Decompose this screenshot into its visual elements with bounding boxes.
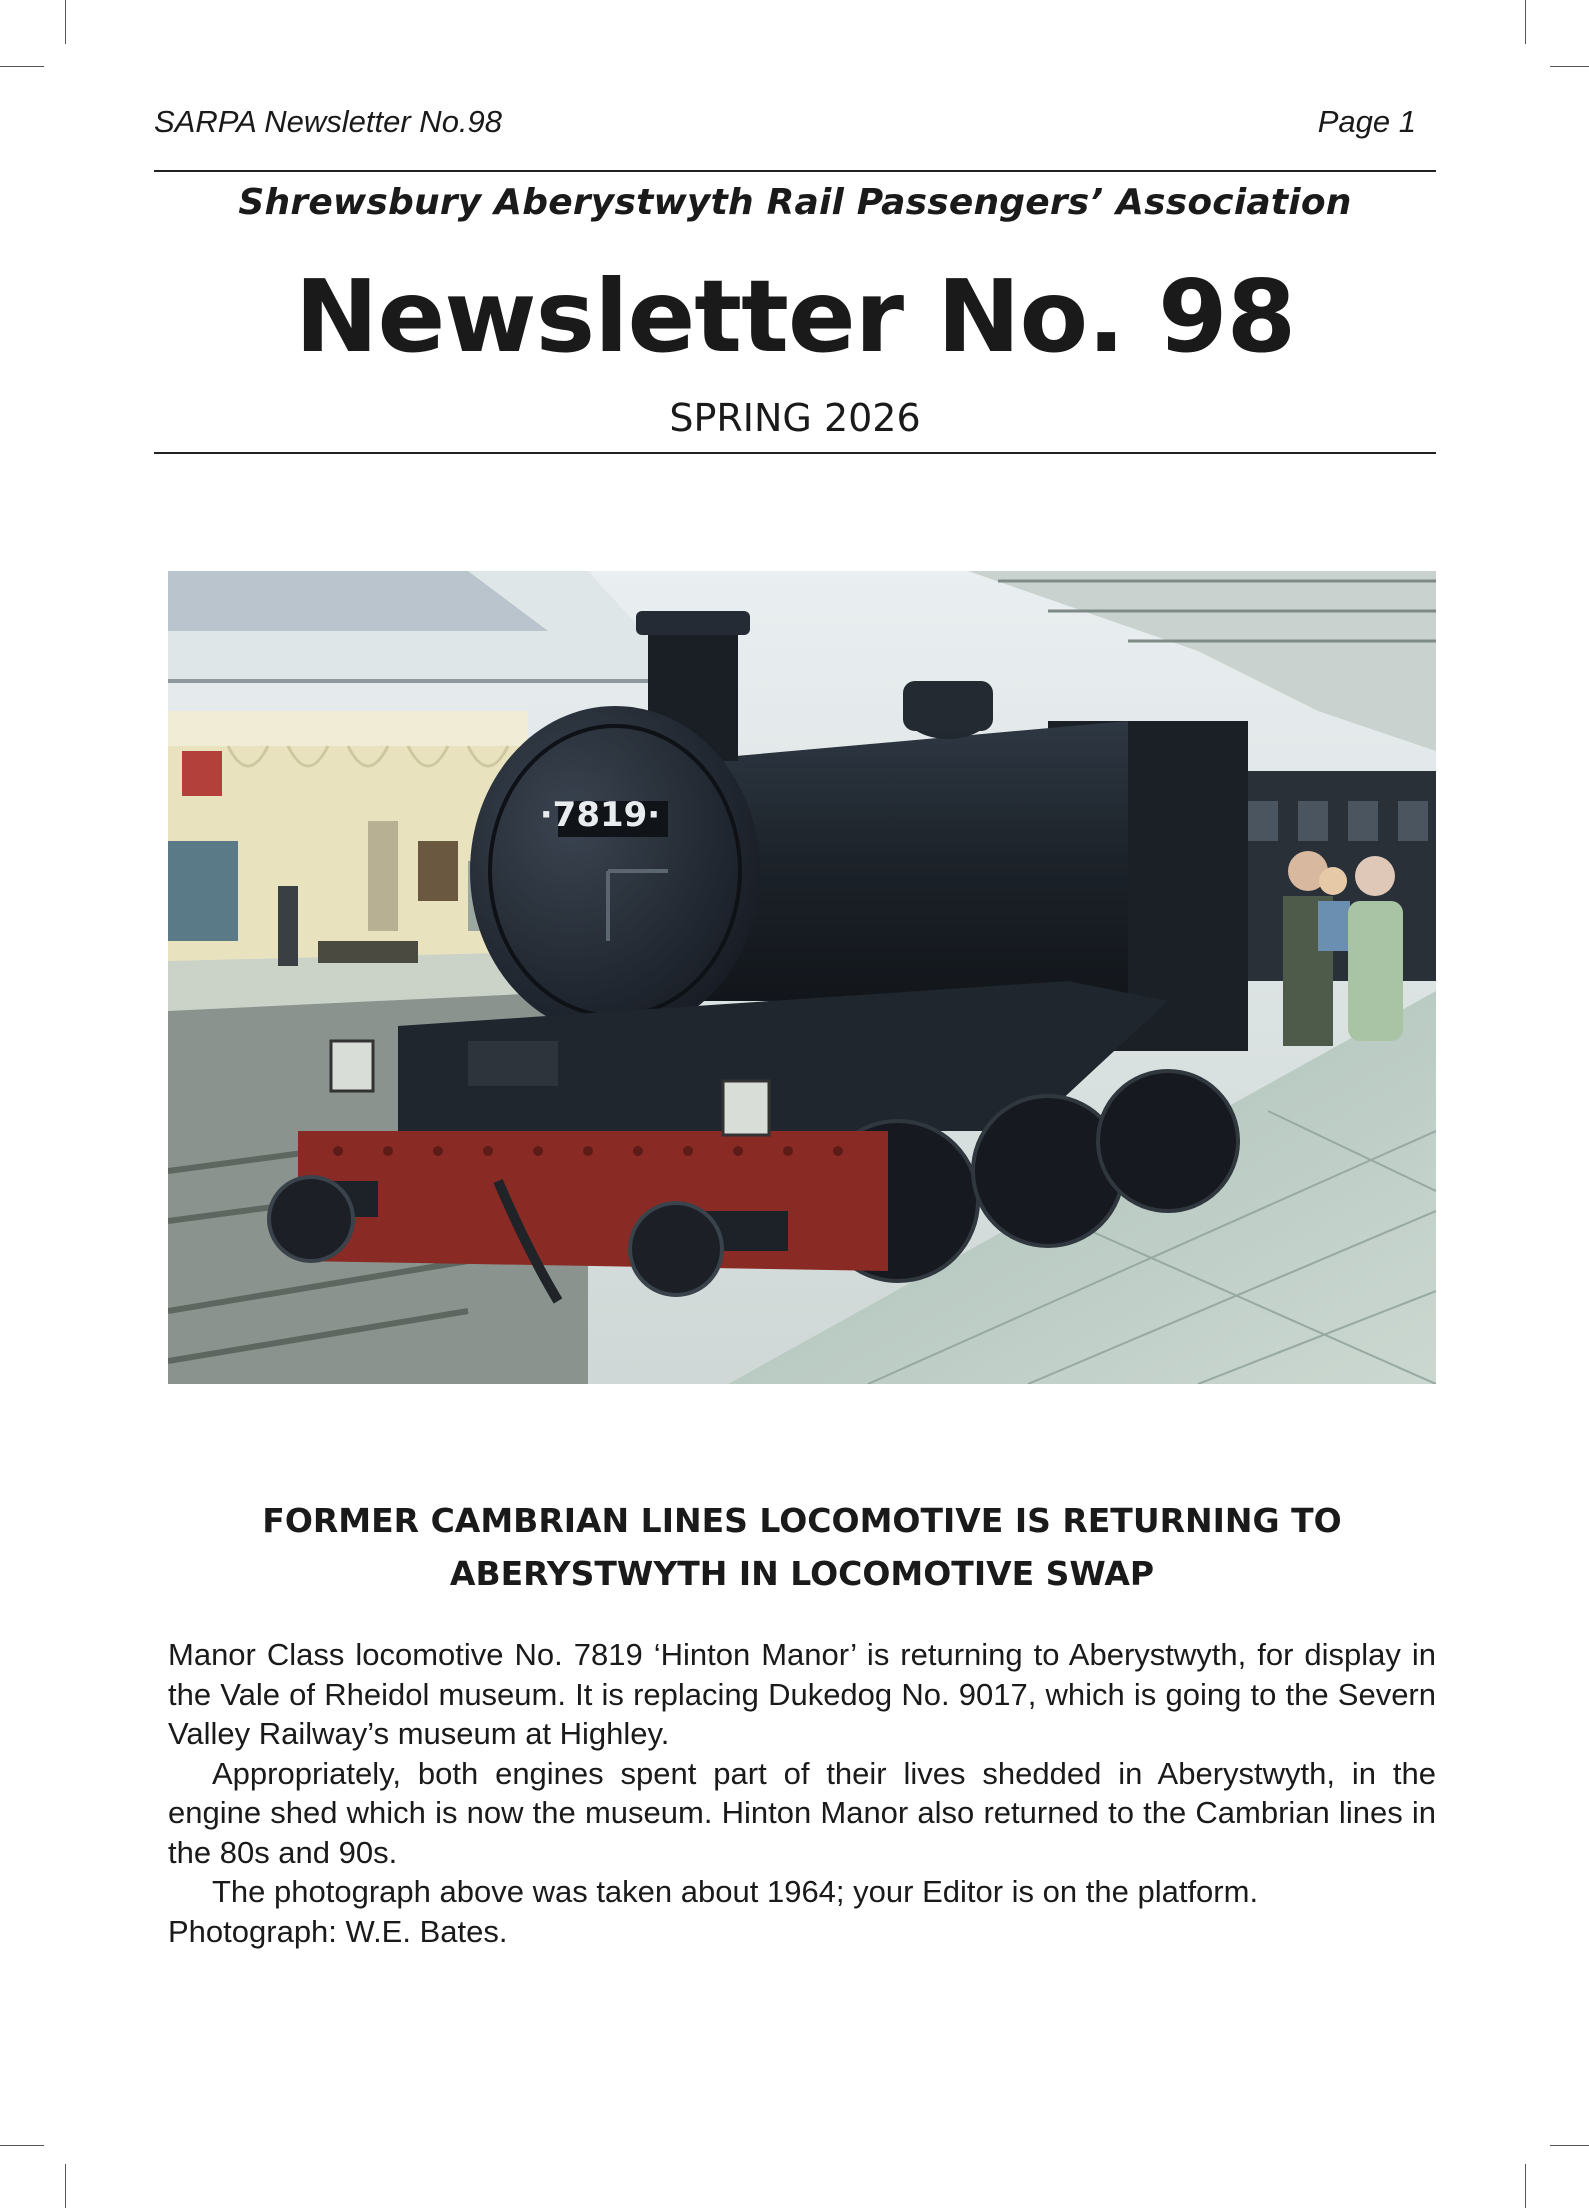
article-paragraph: Appropriately, both engines spent part of their lives shedded in Aberystwyth, in the engine shed which is now the museum. Hinton Manor also returned to the Cambrian lines in the 80s and 90s.	[168, 1755, 1436, 1870]
crop-mark	[0, 2145, 44, 2146]
crop-mark	[1550, 2145, 1589, 2146]
crop-mark	[1550, 66, 1589, 67]
article-headline	[168, 1494, 1436, 1600]
masthead-rule	[154, 452, 1436, 454]
crop-mark	[0, 66, 44, 67]
running-head-title: SARPA Newsletter No.98	[154, 104, 503, 139]
page-number: Page 1	[1317, 104, 1416, 139]
photo-credit: Photograph: W.E. Bates.	[168, 1913, 508, 1949]
running-head	[154, 104, 1436, 148]
article-paragraph: Manor Class locomotive No. 7819 ‘Hinton Manor’ is returning to Aberystwyth, for display in the Vale of Rheidol museum. It is replacing Dukedog No. 9017, which is going to the Severn Valley Railway’s museum at Highley.	[168, 1637, 1436, 1751]
top-rule	[154, 170, 1436, 172]
association-name: Shrewsbury Aberystwyth Rail Passengers’ Association	[238, 182, 1352, 223]
loco-number-plate: ·7819·	[539, 795, 661, 835]
newsletter-title: Newsletter No. 98	[294, 258, 1296, 375]
issue-season: SPRING 2026	[669, 396, 921, 440]
article-body	[168, 1635, 1436, 1951]
crop-mark	[65, 2164, 66, 2208]
crop-mark	[1525, 0, 1526, 44]
steam-locomotive-photo	[168, 571, 1436, 1384]
headline-line: FORMER CAMBRIAN LINES LOCOMOTIVE IS RETURNING TO	[262, 1501, 1342, 1540]
crop-mark	[1525, 2164, 1526, 2208]
headline-line: ABERYSTWYTH IN LOCOMOTIVE SWAP	[449, 1554, 1155, 1593]
crop-mark	[65, 0, 66, 44]
article-paragraph: The photograph above was taken about 1964; your Editor is on the platform.	[212, 1874, 1259, 1909]
